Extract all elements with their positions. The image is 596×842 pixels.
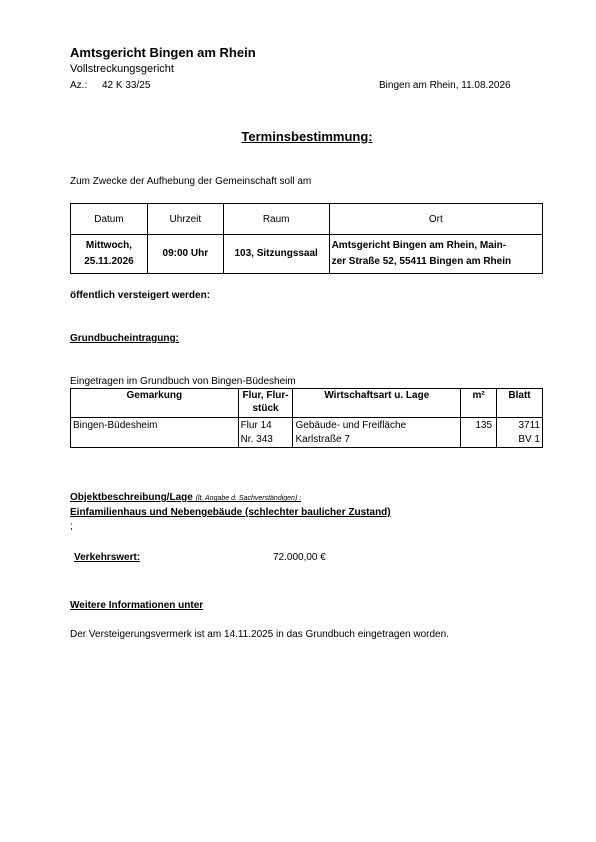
header-flur <box>238 389 293 418</box>
cell-blatt <box>497 418 543 448</box>
cell-gemarkung: Bingen-Büdesheim <box>71 418 239 448</box>
datum-weekday: Mittwoch, <box>85 240 132 251</box>
cell-wirtschaftsart <box>293 418 461 448</box>
datum-date: 25.11.2026 <box>84 256 134 267</box>
flur-line-1: Flur 14 <box>240 420 272 431</box>
cell-ort <box>329 235 542 274</box>
blatt-line-2: BV 1 <box>518 434 540 445</box>
registration-note: Der Versteigerungsvermerk ist am 14.11.2025 in das Grundbuch eingetragen worden. <box>70 629 449 640</box>
header-ort: Ort <box>329 204 542 235</box>
object-semicolon: ; <box>70 521 73 532</box>
document-title: Terminsbestimmung: <box>241 129 373 144</box>
wirtschaftsart-line-2: Karlstraße 7 <box>295 434 350 445</box>
ort-line-2: zer Straße 52, 55411 Bingen am Rhein <box>331 256 512 267</box>
land-register-intro: Eingetragen im Grundbuch von Bingen-Büdesheim <box>70 376 296 387</box>
cell-raum: 103, Sitzungssaal <box>223 235 329 274</box>
auction-statement: öffentlich versteigert werden: <box>70 290 211 301</box>
header-m2: m² <box>461 389 497 418</box>
land-register-table <box>70 388 543 448</box>
appointment-table <box>70 203 543 274</box>
header-gemarkung: Gemarkung <box>71 389 239 418</box>
object-description-heading <box>70 492 301 503</box>
flur-line-2: Nr. 343 <box>240 434 273 445</box>
header-wirtschaftsart: Wirtschaftsart u. Lage <box>293 389 461 418</box>
cell-uhrzeit: 09:00 Uhr <box>147 235 223 274</box>
blatt-line-1: 3711 <box>518 420 540 431</box>
header-blatt: Blatt <box>497 389 543 418</box>
cell-m2: 135 <box>461 418 497 448</box>
header-flur-line-1: Flur, Flur- <box>242 390 289 401</box>
header-uhrzeit: Uhrzeit <box>147 204 223 235</box>
ort-line-1: Amtsgericht Bingen am Rhein, Main- <box>331 240 507 251</box>
file-number-label: Az.: <box>70 80 88 91</box>
place-date: Bingen am Rhein, 11.08.2026 <box>379 80 511 91</box>
intro-text: Zum Zwecke der Aufhebung der Gemeinschaft soll am <box>70 176 312 187</box>
court-department: Vollstreckungsgericht <box>70 63 174 75</box>
land-register-heading: Grundbucheintragung: <box>70 333 179 344</box>
object-heading-note: (lt. Angabe d. Sachverständigen) : <box>195 495 302 502</box>
cell-datum <box>71 235 148 274</box>
cell-flur <box>238 418 293 448</box>
file-number: 42 K 33/25 <box>102 80 151 91</box>
header-raum: Raum <box>223 204 329 235</box>
header-datum: Datum <box>71 204 148 235</box>
appointment-header-row <box>71 204 543 235</box>
market-value-label: Verkehrswert: <box>74 552 141 563</box>
market-value: 72.000,00 € <box>273 552 326 563</box>
object-heading-text: Objektbeschreibung/Lage <box>70 492 193 503</box>
further-info-heading: Weitere Informationen unter <box>70 600 204 611</box>
header-flur-line-2: stück <box>252 403 279 414</box>
land-register-header-row <box>71 389 543 418</box>
court-name: Amtsgericht Bingen am Rhein <box>70 45 256 60</box>
wirtschaftsart-line-1: Gebäude- und Freifläche <box>295 420 407 431</box>
appointment-data-row <box>71 235 543 274</box>
table-row <box>71 418 543 448</box>
object-description: Einfamilienhaus und Nebengebäude (schlechter baulicher Zustand) <box>70 507 391 518</box>
